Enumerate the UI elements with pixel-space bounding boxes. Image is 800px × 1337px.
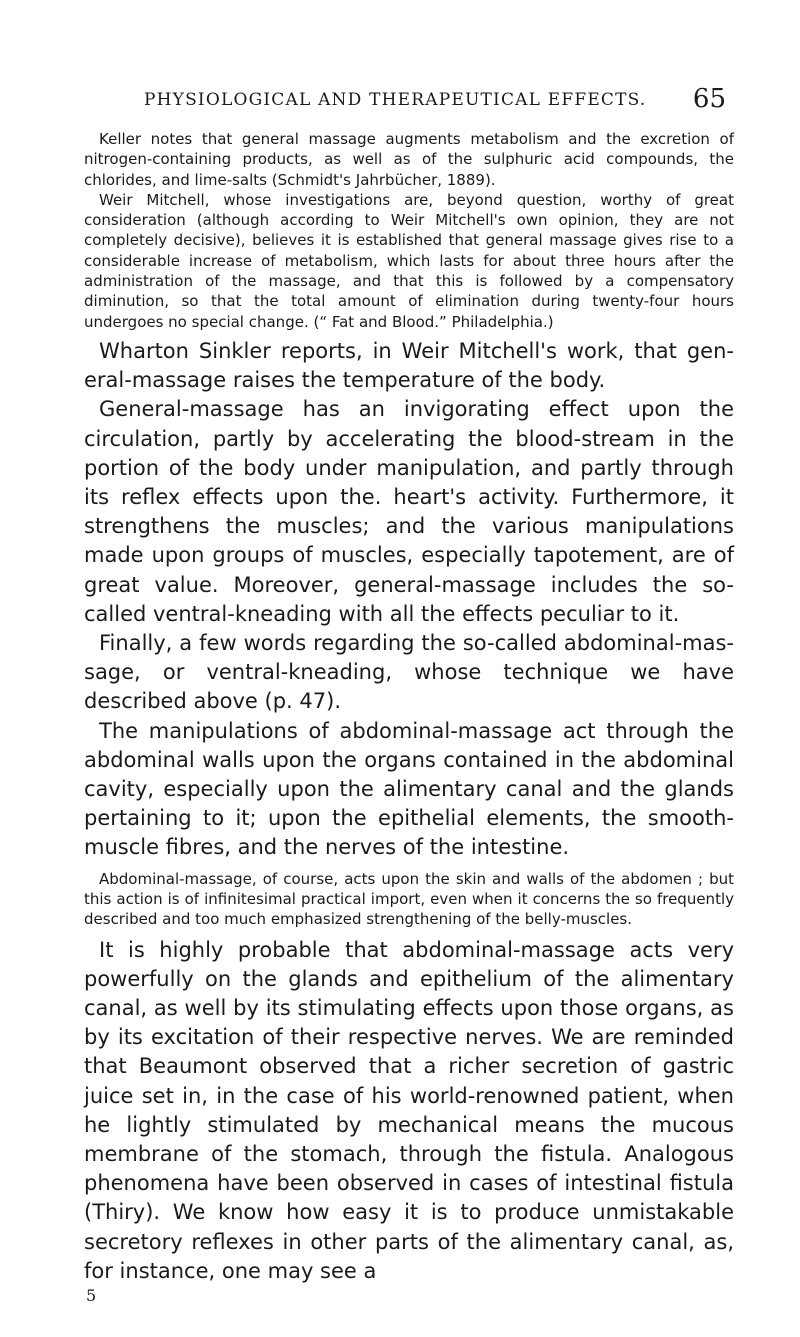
book-page [84,84,734,1305]
paragraph-manipulations: The manipulations of abdominal-massage act through the abdominal walls upon the organs contained in the abdominal cavity, especially upon the alimentary canal and the glands pertaining to it; upon the epithelial elements, the smooth-muscle fibres, and the nerves of the intestine. [84,718,734,860]
paragraph-sinkler: Wharton Sinkler reports, in Weir Mitchell's work, that general-massage raises the temperature of the body. [84,338,734,393]
paragraph-weir-mitchell: Weir Mitchell, whose investigations are, beyond question, worthy of great consideration (although according to Weir Mitchell's own opinion, they are not completely decisive), believes it is established that general massage gives rise to a considerable increase of metabolism, which lasts for about three hours after the administration of the massage, and that this is followed by a compensatory diminution, so that the total amount of elimination during twenty-four hours undergoes no special change. (“ Fat and Blood.” Philadelphia.) [84,190,734,331]
paragraph-circulation: General-massage has an invigorating effect upon the circulation, partly by accelerating the blood-stream in the portion of the body under manipulation, and partly through its reflex effects upon the. heart's activity. Furthermore, it strengthens the muscles; and the various manipulations made upon groups of muscles, especially tapotement, are of great value. Moreover, general-massage includes the so-called ventral-kneading with all the effects peculiar to it. [84,397,734,626]
paragraph-glands: It is highly probable that abdominal-massage acts very powerfully on the glands and epithelium of the alimentary canal, as well by its stimulating effects upon those organs, as by its excitation of their respective nerves. We are reminded that Beaumont observed that a richer secretion of gastric juice set in, in the case of his world-renowned patient, when he lightly stimulated by mechanical means the mucous membrane of the stomach, through the fistula. Analogous phenomena have been observed in cases of intestinal fistula (Thiry). We know how easy it is to produce unmistakable secretory reflexes in other parts of the alimentary canal, as, for instance, one may see a [84,937,734,1283]
paragraph-keller: Keller notes that general massage augments metabolism and the excretion of nitrogen-containing products, as well as of the sulphuric acid compounds, the chlorides, and lime-salts (Schmidt's Jahrbücher, 1889). [84,130,734,189]
signature-mark: 5 [86,1285,97,1305]
paragraph-abdominal-intro: Finally, a few words regarding the so-called abdominal-massage, or ventral-kneading, whose technique we have described above (p. 47). [84,631,734,714]
page-number: 65 [692,84,726,114]
page-header [84,84,734,118]
running-head: PHYSIOLOGICAL AND THERAPEUTICAL EFFECTS. [144,90,647,110]
paragraph-skin-walls: Abdominal-massage, of course, acts upon the skin and walls of the abdomen ; but this action is of infinitesimal practical import, even when it concerns the so frequently described and too much emphasized strengthening of the belly-muscles. [84,869,734,929]
